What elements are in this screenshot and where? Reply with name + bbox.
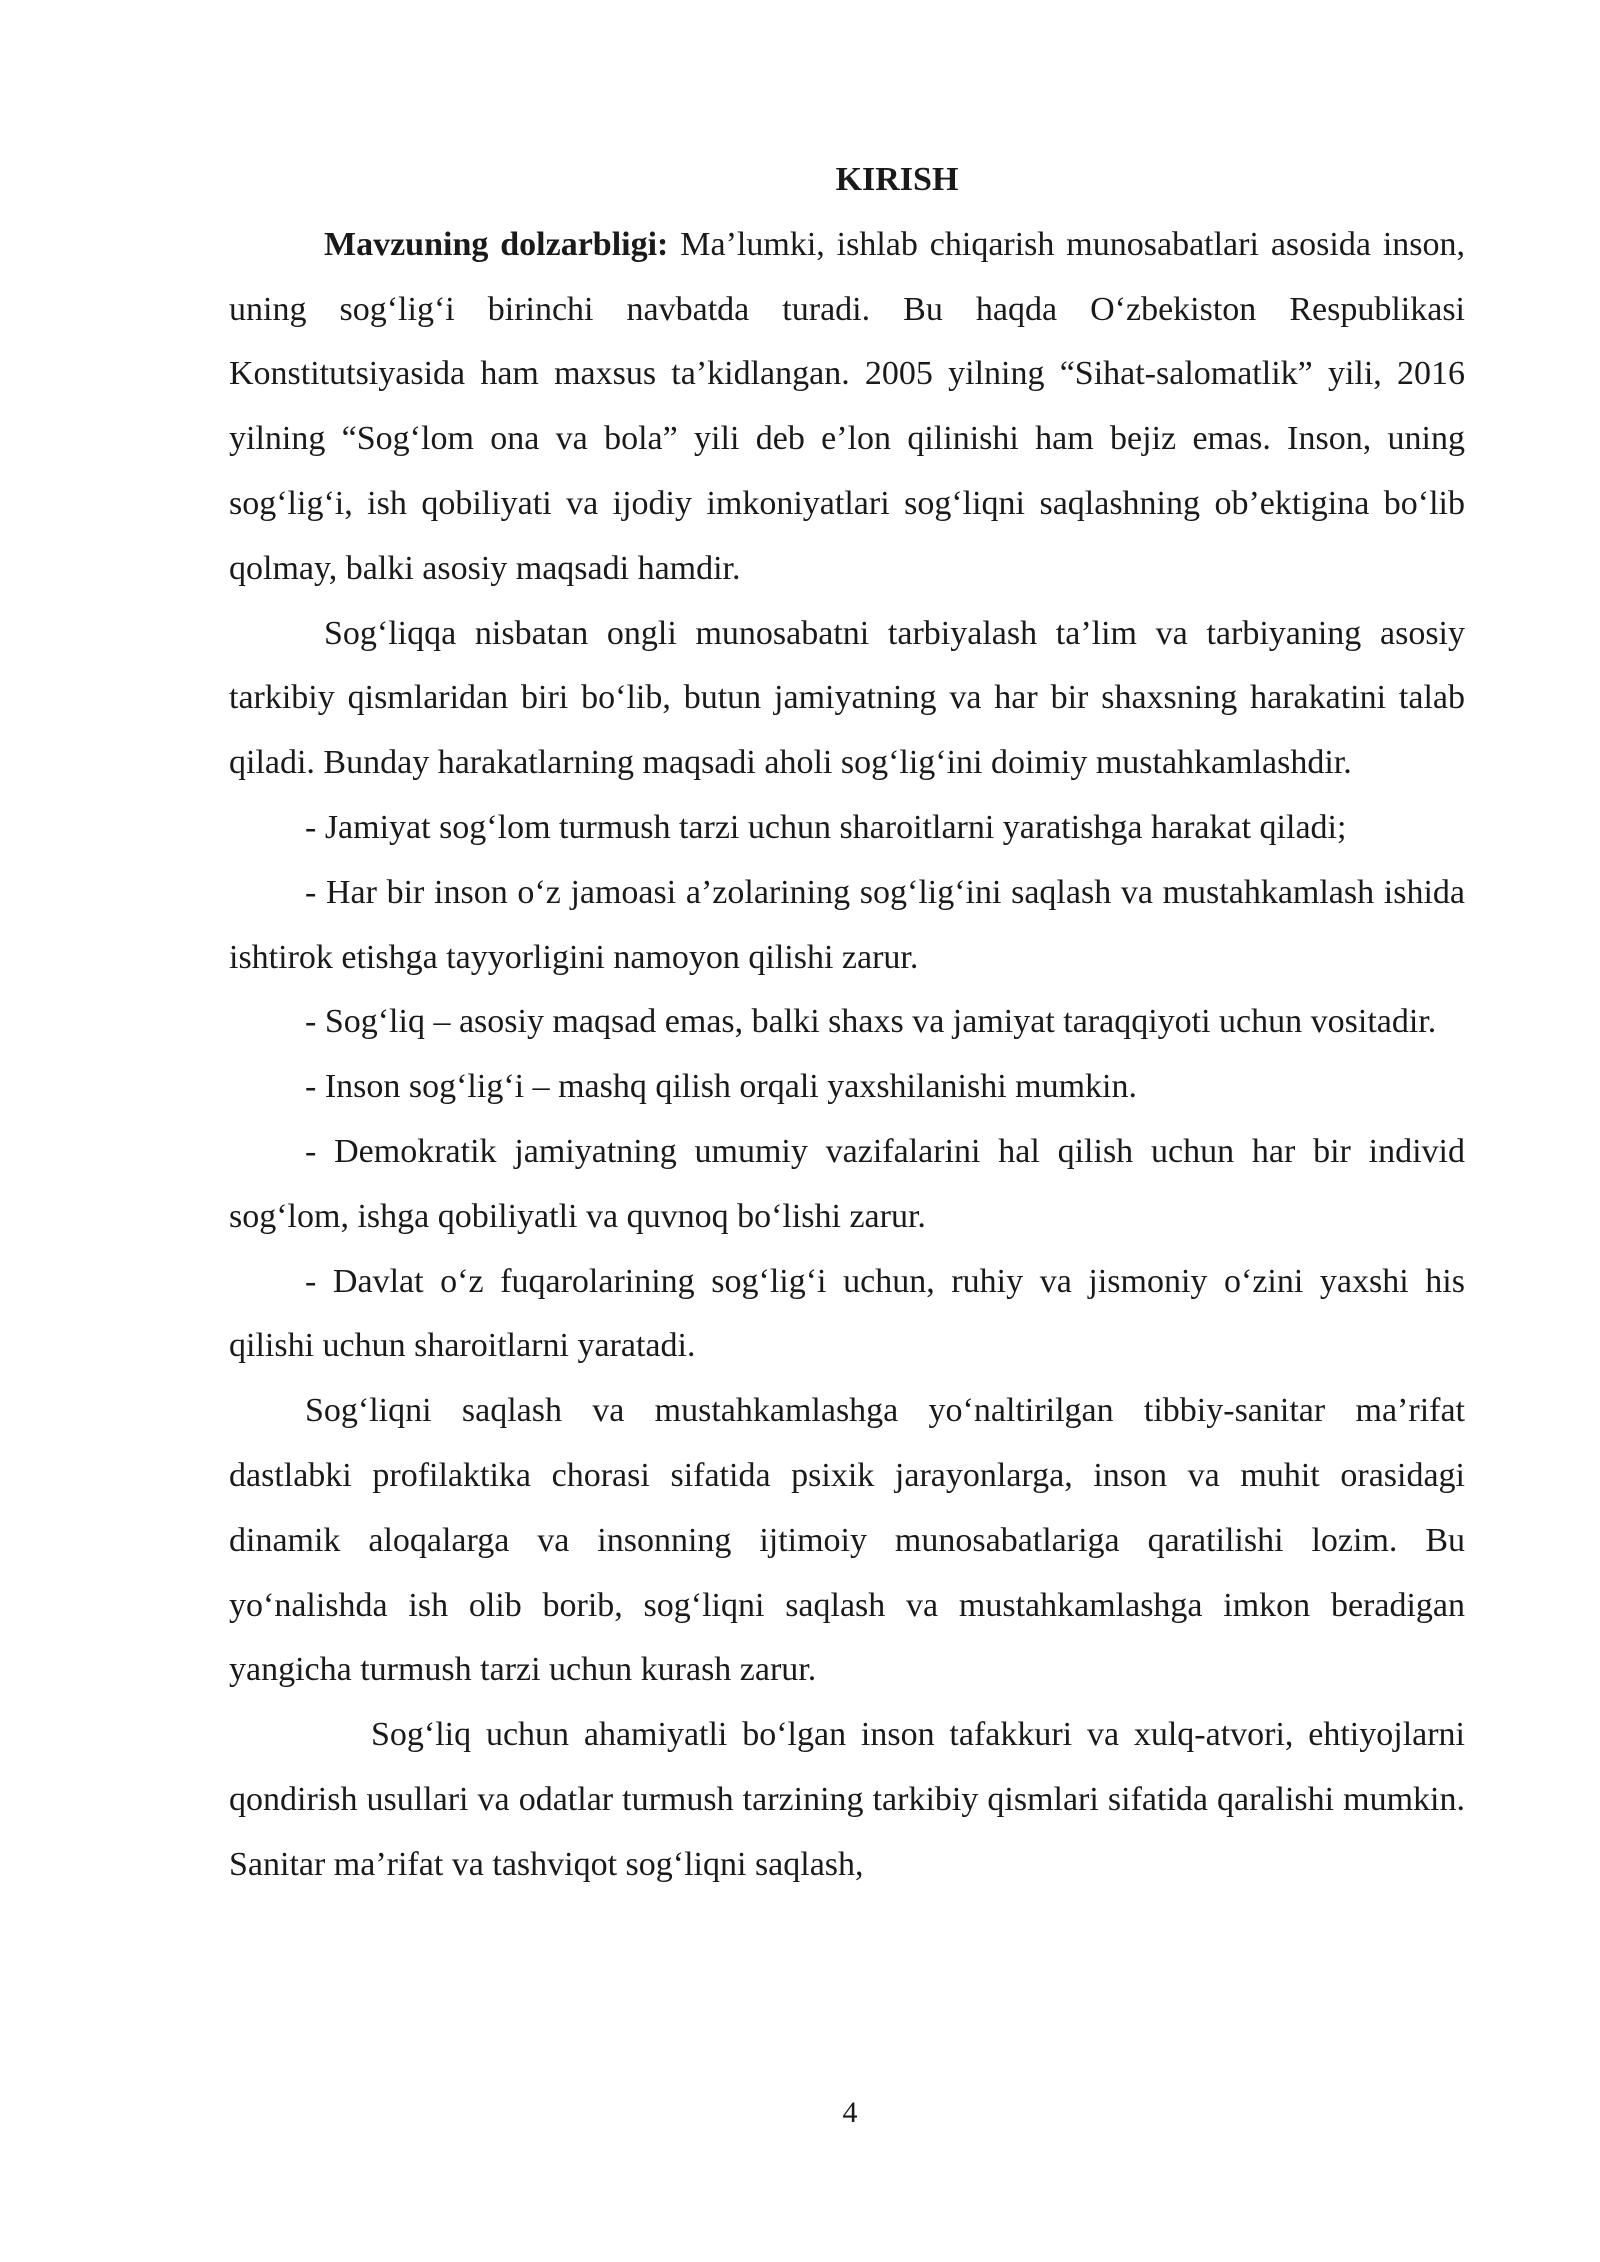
list-item: - Davlat o‘z fuqarolarining sog‘lig‘i uchun, ruhiy va jismoniy o‘zini yaxshi his qilishi uchun sharoitlarni yaratadi. [229, 1262, 1465, 1365]
paragraph-lead: Mavzuning dolzarbligi: [324, 225, 669, 263]
paragraph-relevance [229, 213, 1465, 602]
list-item: - Demokratik jamiyatning umumiy vazifalarini hal qilish uchun har bir individ sog‘lom, ishga qobiliyatli va quvnoq bo‘lishi zarur. [229, 1132, 1465, 1235]
page-content [229, 148, 1465, 1898]
paragraph-text: Ma’lumki, ishlab chiqarish munosabatlari asosida inson, uning sog‘lig‘i birinchi navbatda turadi. Bu haqda O‘zbekiston Respublikasi Konstitutsiyasida ham maxsus ta’kidlangan. 2005 yilning “Sihat-salomatlik” yili, 2016 yilning “Sog‘lom ona va bola” yili deb e’lon qilinishi ham bejiz emas. Inson, uning sog‘lig‘i, ish qobiliyati va ijodiy imkoniyatlari sog‘liqni saqlashning ob’ektigina bo‘lib qolmay, balki asosiy maqsadi hamdir. [229, 225, 1465, 587]
page-number: 4 [842, 2096, 858, 2129]
list-item: - Sog‘liq – asosiy maqsad emas, balki shaxs va jamiyat taraqqiyoti uchun vositadir. [305, 1003, 1437, 1041]
list-item: - Jamiyat sog‘lom turmush tarzi uchun sharoitlarni yaratishga harakat qiladi; [305, 808, 1347, 846]
list-item: - Inson sog‘lig‘i – mashq qilish orqali yaxshilanishi mumkin. [305, 1068, 1138, 1106]
paragraph-health-attitude: Sog‘liqqa nisbatan ongli munosabatni tarbiyalash ta’lim va tarbiyaning asosiy tarkibiy qismlaridan biri bo‘lib, butun jamiyatning va har bir shaxsning harakatini talab qiladi. Bunday harakatlarning maqsadi aholi sog‘lig‘ini doimiy mustahkamlashdir. [229, 614, 1465, 782]
paragraph-lifestyle: Sog‘liq uchun ahamiyatli bo‘lgan inson tafakkuri va xulq-atvori, ehtiyojlarni qondirish usullari va odatlar turmush tarzining tarkibiy qismlari sifatida qaralishi mumkin. Sanitar ma’rifat va tashviqot sog‘liqni saqlash, [229, 1716, 1465, 1883]
page-title: KIRISH [835, 161, 959, 198]
list-item: - Har bir inson o‘z jamoasi a’zolarining sog‘lig‘ini saqlash va mustahkamlash ishida ishtirok etishga tayyorligini namoyon qilishi zarur. [229, 873, 1465, 976]
paragraph-sanitary-education: Sog‘liqni saqlash va mustahkamlashga yo‘naltirilgan tibbiy-sanitar ma’rifat dastlabki profilaktika chorasi sifatida psixik jarayonlarga, inson va muhit orasidagi dinamik aloqalarga va insonning ijtimoiy munosabatlariga qaratilishi lozim. Bu yo‘nalishda ish olib borib, sog‘liqni saqlash va mustahkamlashga imkon beradigan yangicha turmush tarzi uchun kurash zarur. [229, 1392, 1465, 1689]
